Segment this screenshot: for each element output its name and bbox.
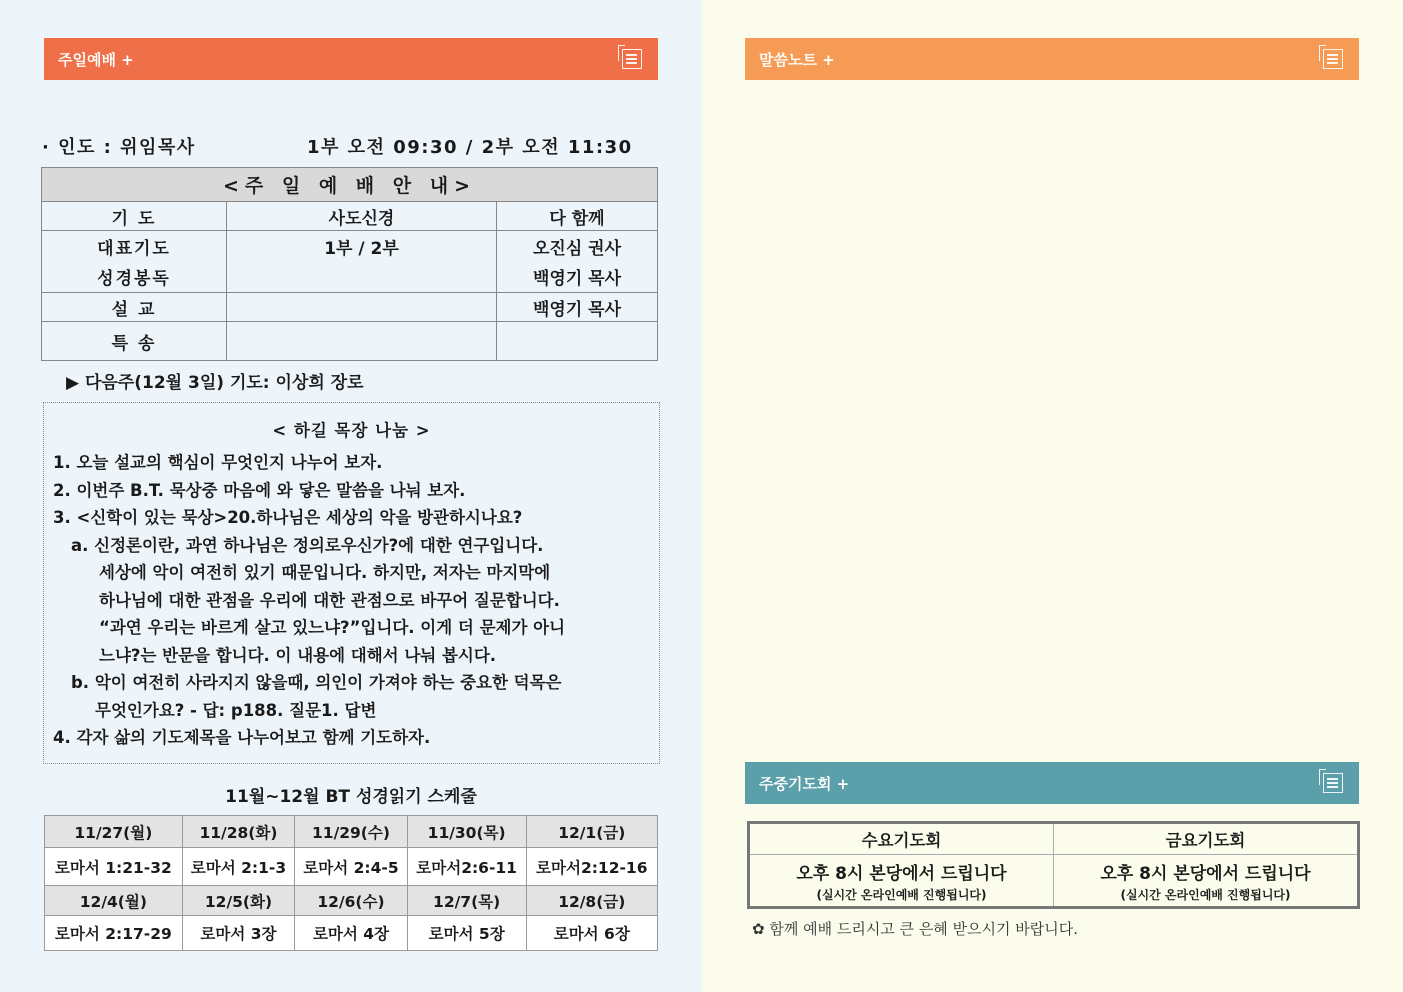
document-icon[interactable] bbox=[622, 49, 642, 69]
notes-header-title: 말씀노트 + bbox=[759, 50, 835, 69]
list-item: a. 신정론이란, 과연 하나님은 정의로우신가?에 대한 연구입니다. bbox=[71, 536, 544, 555]
order-middle: 사도신경 bbox=[227, 202, 497, 231]
list-item: 느냐?는 반문을 합니다. 이 내용에 대해서 나눠 봅시다. bbox=[99, 646, 497, 665]
order-role: 특 송 bbox=[42, 322, 227, 361]
schedule-date: 11/27(월) bbox=[45, 816, 183, 848]
worship-order-table bbox=[41, 167, 658, 361]
schedule-reading: 로마서2:6-11 bbox=[407, 848, 526, 886]
schedule-title: 11월~12월 BT 성경읽기 스케줄 bbox=[225, 787, 477, 807]
schedule-reading: 로마서 4장 bbox=[295, 916, 408, 951]
table-row bbox=[45, 886, 658, 916]
friday-prayer-time: 오후 8시 본당에서 드립니다 bbox=[1100, 863, 1311, 884]
group-sharing-box bbox=[43, 402, 660, 764]
schedule-date: 12/1(금) bbox=[526, 816, 657, 848]
schedule-date: 12/5(화) bbox=[182, 886, 295, 916]
bible-reading-schedule bbox=[44, 815, 658, 951]
order-role: 기 도 bbox=[42, 202, 227, 231]
list-item: 하나님에 대한 관점을 우리에 대한 관점으로 바꾸어 질문합니다. bbox=[99, 591, 560, 610]
order-middle bbox=[227, 293, 497, 322]
worship-section-header[interactable] bbox=[44, 38, 658, 80]
order-role: 대표기도 bbox=[42, 231, 227, 262]
order-person: 백영기 목사 bbox=[497, 293, 658, 322]
sharing-title: < 하길 목장 나눔 > bbox=[272, 421, 431, 440]
order-person: 백영기 목사 bbox=[497, 262, 658, 293]
wednesday-prayer-info bbox=[749, 855, 1054, 908]
friday-prayer-info bbox=[1054, 855, 1359, 908]
schedule-date: 12/7(목) bbox=[407, 886, 526, 916]
leader-line bbox=[42, 133, 662, 159]
schedule-date: 12/6(수) bbox=[295, 886, 408, 916]
schedule-reading: 로마서 2:4-5 bbox=[295, 848, 408, 886]
wednesday-prayer-note: (실시간 온라인예배 진행됩니다) bbox=[816, 887, 987, 902]
list-item: 1. 오늘 설교의 핵심이 무엇인지 나누어 보자. bbox=[53, 453, 383, 472]
schedule-reading: 로마서 6장 bbox=[526, 916, 657, 951]
service-times: 1부 오전 09:30 / 2부 오전 11:30 bbox=[307, 137, 633, 158]
document-icon[interactable] bbox=[1323, 773, 1343, 793]
schedule-date: 11/28(화) bbox=[182, 816, 295, 848]
schedule-reading: 로마서 2:1-3 bbox=[182, 848, 295, 886]
schedule-date: 11/30(목) bbox=[407, 816, 526, 848]
friday-prayer-note: (실시간 온라인예배 진행됩니다) bbox=[1120, 887, 1291, 902]
worship-order-title: <주 일 예 배 안 내> bbox=[42, 168, 658, 202]
table-row bbox=[42, 231, 658, 262]
leader-text: · 인도 : 위임목사 bbox=[42, 137, 196, 158]
worship-header-title: 주일예배 + bbox=[58, 50, 134, 69]
list-item: 4. 각자 삶의 기도제목을 나누어보고 함께 기도하자. bbox=[53, 728, 431, 747]
table-row bbox=[42, 293, 658, 322]
prayer-meeting-table bbox=[747, 821, 1360, 909]
friday-prayer-title: 금요기도회 bbox=[1054, 823, 1359, 855]
schedule-date: 12/4(월) bbox=[45, 886, 183, 916]
schedule-reading: 로마서 5장 bbox=[407, 916, 526, 951]
list-item: “과연 우리는 바르게 살고 있느냐?”입니다. 이게 더 문제가 아니 bbox=[99, 618, 566, 637]
list-item: 2. 이번주 B.T. 묵상중 마음에 와 닿은 말씀을 나눠 보자. bbox=[53, 481, 466, 500]
table-row bbox=[42, 322, 658, 361]
table-row bbox=[42, 262, 658, 293]
table-row bbox=[749, 823, 1359, 855]
order-role: 설 교 bbox=[42, 293, 227, 322]
table-row bbox=[45, 916, 658, 951]
next-week-prayer: ▶ 다음주(12월 3일) 기도: 이상희 장로 bbox=[66, 373, 364, 393]
schedule-date: 12/8(금) bbox=[526, 886, 657, 916]
schedule-reading: 로마서 3장 bbox=[182, 916, 295, 951]
order-person bbox=[497, 322, 658, 361]
document-icon[interactable] bbox=[1323, 49, 1343, 69]
schedule-reading: 로마서 2:17-29 bbox=[45, 916, 183, 951]
order-person: 다 함께 bbox=[497, 202, 658, 231]
table-row bbox=[45, 816, 658, 848]
wednesday-prayer-title: 수요기도회 bbox=[749, 823, 1054, 855]
schedule-date: 11/29(수) bbox=[295, 816, 408, 848]
blessing-note: ✿ 함께 예배 드리시고 큰 은혜 받으시기 바랍니다. bbox=[752, 920, 1079, 938]
order-person: 오진심 권사 bbox=[497, 231, 658, 262]
list-item: 무엇인가요? - 답: p188. 질문1. 답변 bbox=[95, 701, 377, 720]
order-middle: 1부 / 2부 bbox=[227, 231, 497, 262]
prayer-header-title: 주중기도회 + bbox=[759, 774, 850, 793]
notes-section-header[interactable] bbox=[745, 38, 1359, 80]
order-role: 성경봉독 bbox=[42, 262, 227, 293]
schedule-reading: 로마서 1:21-32 bbox=[45, 848, 183, 886]
list-item: b. 악이 여전히 사라지지 않을때, 의인이 가져야 하는 중요한 덕목은 bbox=[71, 673, 562, 692]
table-row bbox=[749, 855, 1359, 908]
table-row bbox=[45, 848, 658, 886]
wednesday-prayer-time: 오후 8시 본당에서 드립니다 bbox=[796, 863, 1007, 884]
order-middle bbox=[227, 262, 497, 293]
table-row bbox=[42, 202, 658, 231]
prayer-section-header[interactable] bbox=[745, 762, 1359, 804]
order-middle bbox=[227, 322, 497, 361]
list-item: 세상에 악이 여전히 있기 때문입니다. 하지만, 저자는 마지막에 bbox=[99, 563, 551, 582]
list-item: 3. <신학이 있는 묵상>20.하나님은 세상의 악을 방관하시나요? bbox=[53, 508, 523, 527]
schedule-reading: 로마서2:12-16 bbox=[526, 848, 657, 886]
